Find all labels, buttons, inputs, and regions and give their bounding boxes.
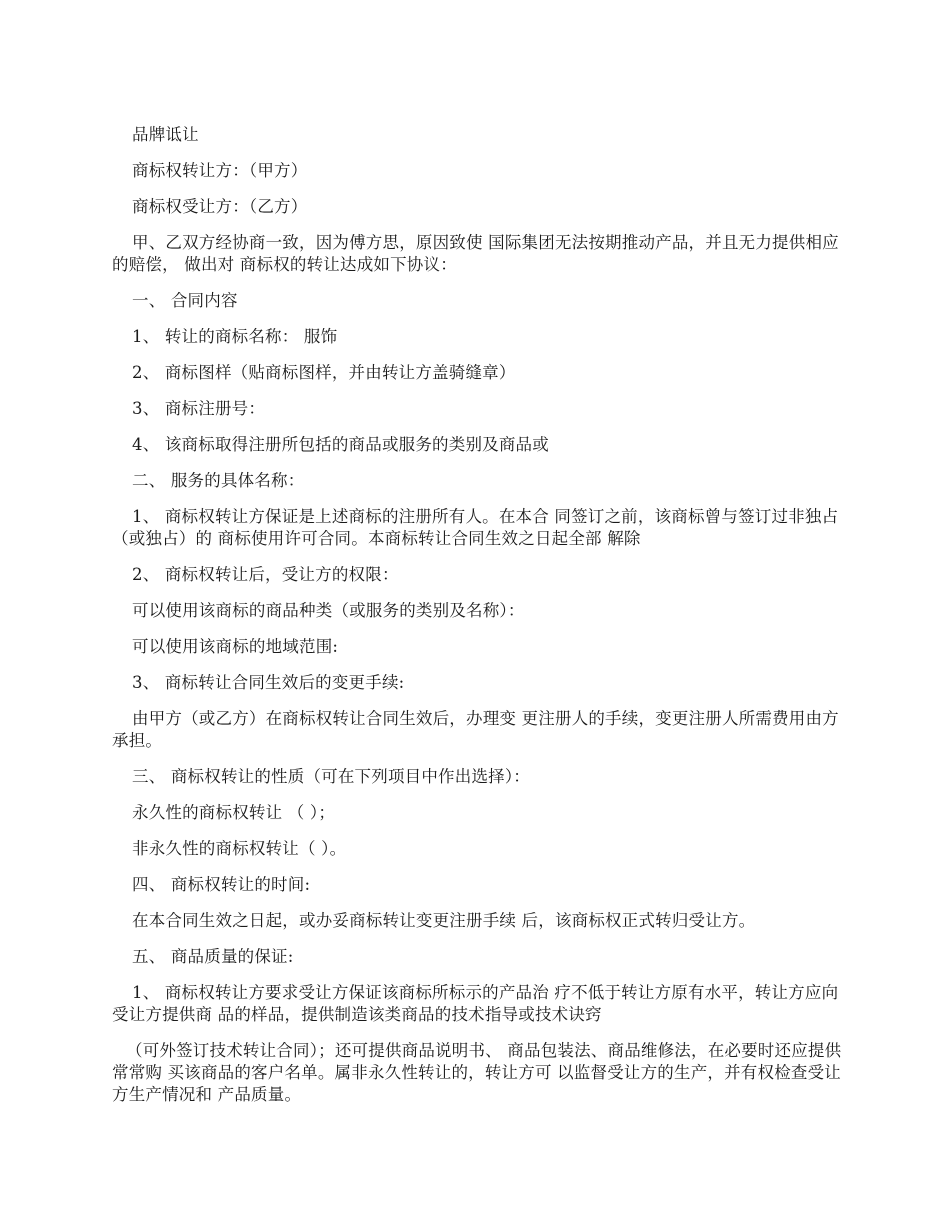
clause-1-3: 3、 商标注册号： [132, 399, 266, 418]
clause-5-1-continued: （可外签订技术转让合同）；还可提供商品说明书、 商品包装法、商品维修法，在必要时还应提供常常购 买该商品的客户名单。属非永久性转让的，转让方可 以监督受让方的生产，并有权检查受让方生产情况和 产品质量。 [112, 1041, 842, 1104]
clause-5-1: 1、 商标权转让方要求受让方保证该商标所标示的产品治 疗不低于转让方原有水平，转让方应向受让方提供商 品的样品，提供制造该类商品的技术指导或技术诀窍 [112, 983, 839, 1024]
clause-2-3: 3、 商标转让合同生效后的变更手续: [132, 673, 405, 692]
transferor-line: 商标权转让方：（甲方） [132, 161, 308, 180]
clause-2-2-b: 可以使用该商标的地域范围: [132, 637, 339, 656]
option-non-permanent: 非永久性的商标权转让（ ）。 [132, 839, 347, 858]
clause-1-4: 4、 该商标取得注册所包括的商品或服务的类别及商品或 [132, 435, 549, 454]
clause-2-1: 1、 商标权转让方保证是上述商标的注册所有人。在本合 同签订之前，该商标曾与签订过非独占（或独占）的 商标使用许可合同。本商标转让合同生效之日起全部 解除 [112, 507, 839, 548]
section-heading-3: 三、 商标权转让的性质（可在下列项目中作出选择）： [132, 767, 530, 786]
section-heading-1: 一、 合同内容 [132, 291, 238, 310]
clause-1-2: 2、 商标图样（贴商标图样，并由转让方盖骑缝章） [132, 363, 516, 382]
section-heading-2: 二、 服务的具体名称： [132, 471, 305, 490]
transferee-line: 商标权受让方：（乙方） [132, 197, 308, 216]
document-page [112, 124, 842, 1120]
section-heading-5: 五、 商品质量的保证: [132, 947, 294, 966]
clause-1-1: 1、 转让的商标名称： 服饰 [132, 327, 338, 346]
clause-2-2-a: 可以使用该商标的商品种类（或服务的类别及名称）： [132, 601, 525, 620]
section-heading-4: 四、 商标权转让的时间: [132, 875, 311, 894]
clause-2-2: 2、 商标权转让后，受让方的权限： [132, 565, 399, 584]
option-permanent: 永久性的商标权转让 （ ）； [132, 803, 336, 822]
clause-4-detail: 在本合同生效之日起，或办妥商标转让变更注册手续 后，该商标权正式转归受让方。 [132, 911, 756, 930]
clause-2-3-detail: 由甲方（或乙方）在商标权转让合同生效后，办理变 更注册人的手续，变更注册人所需费用由方 承担。 [112, 709, 839, 750]
preamble-paragraph: 甲、乙双方经协商一致，因为傅方思，原因致使 国际集团无法按期推动产品，并且无力提供相应的赔偿， 做出对 商标权的转让达成如下协议： [112, 233, 839, 274]
doc-title: 品牌诋让 [132, 125, 199, 144]
